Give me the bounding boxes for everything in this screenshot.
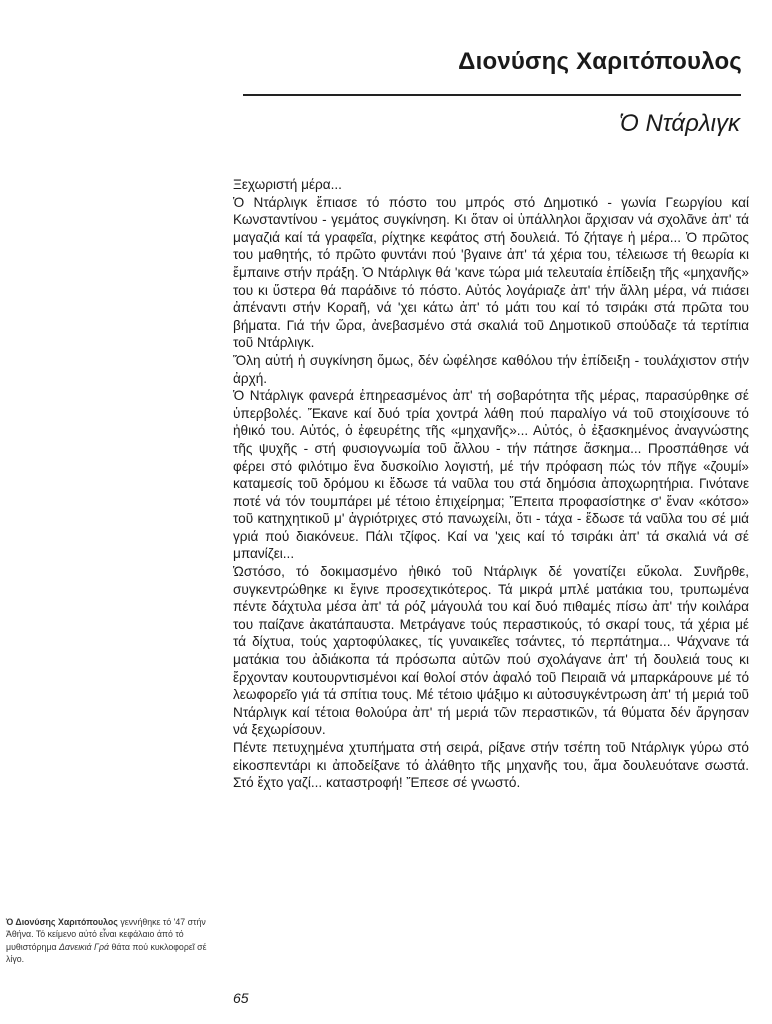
paragraph: Ὡστόσο, τό δοκιμασμένο ἠθικό τοῦ Ντάρλιγκ δέ γονατίζει εὔκολα. Συνῆρθε, συγκεντρώθηκε κι ἔγινε προσεχτικότερος. Τά μικρά μπλέ ματάκια του, τρυπωμένα πέντε δάχτυλα μέσα ἀπ' τά ρόζ μάγουλά του καί δυό πιθαμές πίσω ἀπ' τήν κοιλάρα του παίζανε ἀκατάπαυστα. Μετράγανε τούς περαστικούς, τό σκαρί τους, τά χέρια μέ τά δίχτυα, τούς χαρτοφύλακες, τίς γυναικεῖες τσάντες, τό περπάτημα... Ψάχνανε τά ματάκια του ἀδιάκοπα τά πρόσωπα αὐτῶν πού σχολάγανε ἀπ' τή δουλειά τους κι ἔρχονταν κουτουρντισμένοι καί θολοί στόν ἀφαλό τοῦ Πειραιᾶ νά μπαρκάρουνε μέ τό λεωφορεῖο γιά τά σπίτια τους. Μέ τέτοιο ψάξιμο κι αὐτοσυγκέντρωση ἀπ' τή μεριά τοῦ Ντάρλιγκ καί τέτοια θολούρα ἀπ' τή μεριά τῶν περαστικῶν, τά θύματα δέν ἄργησαν νά ξεχωρίσουν. <box>233 564 749 738</box>
footnote-novel-title: Δανεικιά Γρά <box>59 941 110 952</box>
page-number: 65 <box>233 990 249 1006</box>
header-rule <box>243 94 741 96</box>
author-name: Διονύσης Χαριτόπουλος <box>458 48 742 75</box>
story-body <box>233 176 749 792</box>
paragraph: Ξεχωριστή μέρα... <box>233 177 342 192</box>
paragraph: Πέντε πετυχημένα χτυπήματα στή σειρά, ρίξανε στήν τσέπη τοῦ Ντάρλιγκ γύρω στό εἰκοσπεντάρι κι ἀποδείξανε τό ἀλάθητο τῆς μηχανῆς του, ἅμα δουλευότανε σωστά. Στό ἔχτο γαζί... καταστροφή! Ἔπεσε σέ γνωστό. <box>233 740 749 791</box>
story-title: Ὁ Ντάρλιγκ <box>618 110 740 137</box>
footnote-author-name: Ὁ Διονύσης Χαριτόπουλος <box>6 917 118 927</box>
paragraph: Ὁ Ντάρλιγκ φανερά ἐπηρεασμένος ἀπ' τή σοβαρότητα τῆς μέρας, παρασύρθηκε σέ ὑπερβολές. Ἔκανε καί δυό τρία χοντρά λάθη πού παραλίγο νά τοῦ στοιχίσουνε τό ἠθικό του. Αὐτός, ὁ ἐφευρέτης τῆς «μηχανῆς»... Αὐτός, ὁ ἐξασκημένος ἀναγνώστης τῆς ψυχῆς - στή φυσιογνωμία τοῦ ἄλλου - τήν πάτησε ἄσκημα... Προσπάθησε νά φέρει στό φιλότιμο ἕνα δυσκοίλιο λογιστή, μέ τήν πρόφαση πώς τόν πῆγε «ζουμί» καταμεσίς τοῦ δρόμου κι ἔδωσε τά ναῦλα του στά δημόσια ἀποχωρητήρια. Γινότανε ποτέ νά τόν τουμπάρει μέ τέτοιο ἐπιχείρημα; Ἔπειτα προφασίστηκε σ' ἕναν «κότσο» τοῦ κατηχητικοῦ μ' ἀγριότριχες στό πανωχείλι, ὅτι - τάχα - ἔδωσε τά ναῦλα του σέ μιά γριά πού διακόνευε. Πάλι τζίφος. Καί να 'χεις καί τό τσιράκι ἀπ' τά σκαλιά νά σέ μπανίζει... <box>233 388 749 562</box>
footnote-text-end: θάτα πού κυκλοφορεῖ σέ λίγο. <box>6 941 207 965</box>
footnote-text: γεννήθηκε τό '47 στήν Ἀθήνα. Τό κείμενο αὐτό εἶναι κεφάλαιο ἀπό τό μυθιστόρημα <box>6 917 206 952</box>
paragraph: Ὅλη αὐτή ἡ συγκίνηση ὅμως, δέν ὠφέλησε καθόλου τήν ἐπίδειξη - τουλάχιστον στήν ἀρχή. <box>233 352 749 386</box>
paragraph: Ὁ Ντάρλιγκ ἔπιασε τό πόστο του μπρός στό Δημοτικό - γωνία Γεωργίου καί Κωνσταντίνου - γεμάτος συγκίνηση. Κι ὅταν οἱ ὑπάλληλοι ἄρχισαν νά σχολᾶνε ἀπ' τά μαγαζιά καί τά γραφεῖα, ρίχτηκε κεφάτος στή δουλειά. Τό ζήταγε ἡ μέρα... Ὁ πρῶτος του μαθητής, τό πρῶτο φυντάνι πού 'βγαινε ἀπ' τά χέρια του, τέλειωσε τή θεωρία κι ἔμπαινε στήν πράξη. Ὁ Ντάρλιγκ θά 'κανε τώρα μιά τελευταία ἐπίδειξη τῆς «μηχανῆς» του κι ὕστερα θά παράδινε τό πόστο. Αὐτός λογάριαζε ἀπ' τήν ἄλλη μέρα, νά πιάσει ἀπέναντι στήν Κοραῆ, νά 'χει κάτω ἀπ' τό μάτι του καί τό τσιράκι στά πρῶτα του βήματα. Γιά τήν ὥρα, ἀνεβασμένο στά σκαλιά τοῦ Δημοτικοῦ σπούδαζε τά τερτίπια τοῦ Ντάρλιγκ. <box>233 194 749 351</box>
author-footnote <box>6 916 224 966</box>
